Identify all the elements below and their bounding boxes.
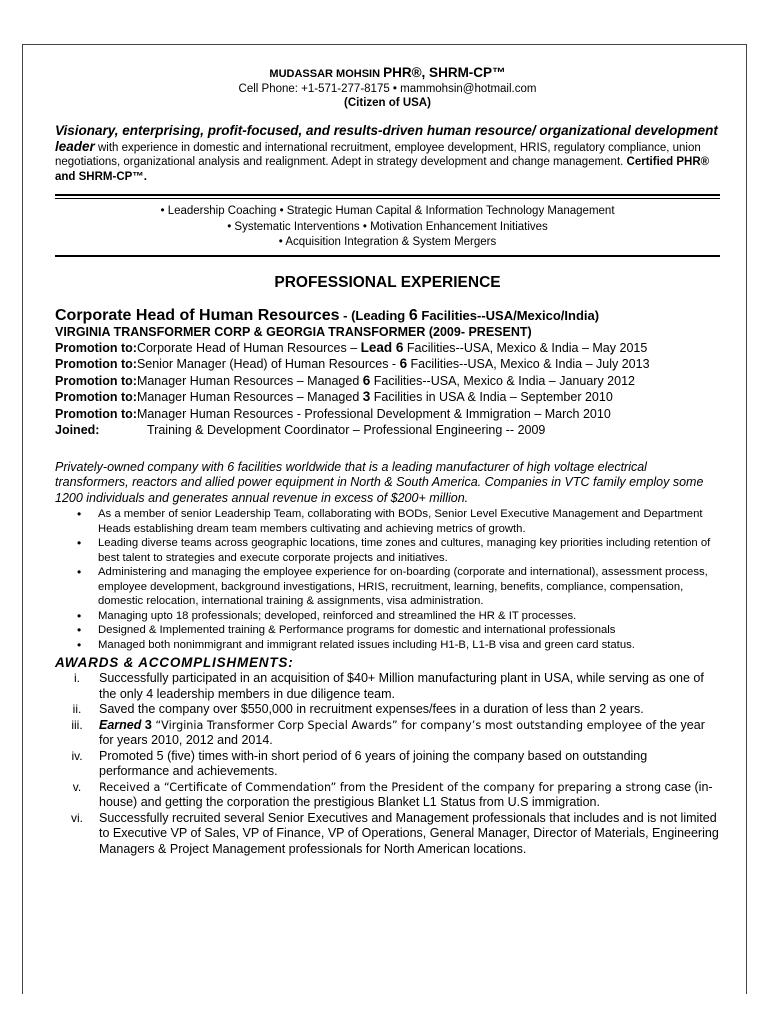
- award-text: Promoted 5 (five) times with-in short period of 6 years of joining the company based on outstanding performance and achievements.: [99, 748, 648, 778]
- skills-list: [55, 199, 720, 255]
- section-title: PROFESSIONAL EXPERIENCE: [274, 273, 501, 291]
- award-earned: Earned: [99, 717, 142, 732]
- divider-top: [55, 194, 720, 196]
- promotion-row: [55, 389, 720, 406]
- award-item: [55, 671, 720, 702]
- resume-content: [55, 65, 720, 857]
- award-text: Saved the company over $550,000 in recruitment expenses/fees in a duration of less than 2 years.: [99, 702, 644, 716]
- award-number: i.: [74, 671, 80, 685]
- promotion-text: [137, 406, 611, 423]
- citizenship: (Citizen of USA): [344, 97, 431, 109]
- skills-line: • Systematic Interventions • Motivation Enhancement Initiatives: [227, 220, 548, 233]
- joined-label: Joined:: [55, 423, 100, 437]
- professional-summary: [55, 124, 720, 184]
- promotion-text-b: Lead 6: [360, 339, 404, 355]
- job-title: [55, 306, 720, 325]
- award-number: ii.: [72, 702, 82, 716]
- summary-lead: Visionary, enterprising, profit-focused, and results-driven human resource/ organizational development leader: [55, 123, 718, 154]
- promotion-text-a: Manager Human Resources – Managed: [136, 390, 363, 404]
- skills-line: • Leadership Coaching • Strategic Human Capital & Information Technology Management: [160, 205, 615, 217]
- award-item: [55, 749, 720, 780]
- promotion-text-b: 6: [399, 356, 408, 371]
- award-text-tail: case (in-house) and getting the corporation the prestigious Blanket L1 Status from U.S immigration.: [99, 779, 713, 809]
- candidate-certs: PHR®, SHRM-CP™: [383, 65, 506, 80]
- award-text: [99, 780, 720, 811]
- promotion-row: [55, 373, 720, 390]
- promotion-text-b: 6: [362, 372, 371, 388]
- job-title-sub-a: - (Leading: [339, 307, 409, 323]
- award-number: v.: [72, 779, 82, 794]
- promotion-text: [137, 340, 647, 357]
- awards-title: AWARDS & ACCOMPLISHMENTS:: [55, 655, 294, 670]
- list-item: • As a member of senior Leadership Team, collaborating with BODs, Senior Level Executive Management and Department Heads establishing dream team members cultivating and achieving metrics of growth.: [77, 507, 720, 536]
- promotion-row: [55, 406, 720, 423]
- resume-page: [22, 44, 747, 994]
- award-text-tail: the year for years 2010, 2012 and 2014.: [99, 717, 705, 747]
- award-earned-num: 3: [141, 717, 152, 732]
- joined-row: [55, 422, 720, 439]
- award-number: iii.: [71, 717, 83, 732]
- promotion-text-a: Corporate Head of Human Resources –: [136, 340, 361, 355]
- summary-certified: Certified PHR® and SHRM-CP™.: [55, 156, 710, 183]
- promotion-text-c: Facilities in USA & India – September 2010: [370, 390, 613, 404]
- promotion-text-b: 3: [362, 389, 371, 404]
- promotion-label: Promotion to:: [55, 406, 137, 421]
- awards-list: [55, 671, 720, 857]
- promotion-row: [55, 340, 720, 357]
- divider-bottom: [55, 255, 720, 257]
- promotion-label: Promotion to:: [55, 357, 137, 371]
- award-text: Successfully recruited several Senior Executives and Management professionals that includes and is not limited to Executive VP of Sales, VP of Finance, VP of Operations, General Manager, Director of Materials, Engineering Managers & Project Management professionals for North American locations.: [99, 810, 719, 856]
- award-item: [55, 780, 720, 811]
- list-item: • Managing upto 18 professionals; developed, reinforced and streamlined the HR & IT processes.: [77, 609, 720, 624]
- promotion-label: Promotion to:: [55, 340, 137, 355]
- candidate-name: MUDASSAR MOHSIN: [269, 68, 381, 80]
- promotion-text-c: Facilities--USA, Mexico & India – May 2015: [403, 340, 648, 355]
- promotion-label: Promotion to:: [55, 373, 137, 388]
- promotion-row: [55, 356, 720, 373]
- responsibility-list: [55, 507, 720, 652]
- list-item: • Administering and managing the employee experience for on-boarding (corporate and international), assessment process, employee development, background investigations, HRIS, recruitment, learning, benefits, compliance, compensation, domestic relocation, international training & assignments, visa administration.: [77, 565, 720, 609]
- promotion-text: [137, 356, 650, 373]
- promotion-text: [137, 373, 635, 390]
- promotion-text-a: Manager Human Resources – Managed: [136, 373, 363, 388]
- company-description: Privately-owned company with 6 facilities worldwide that is a leading manufacturer of high voltage electrical transformers, reactors and allied power equipment in North & South America. Companies in VTC family employ some 1200 individuals and generates annual revenue in excess of $200+ million.: [55, 459, 704, 505]
- award-text-main: “Virginia Transformer Corp Special Awards” for company’s most outstanding employee of: [151, 718, 657, 732]
- job-title-num: 6: [408, 306, 418, 324]
- promotion-label: Promotion to:: [55, 390, 137, 404]
- promotion-text-c: Facilities--USA, Mexico & India – January 2012: [370, 373, 635, 388]
- award-text: Successfully participated in an acquisition of $40+ Million manufacturing plant in USA, while serving as one of the only 4 leadership members in due diligence team.: [99, 671, 704, 701]
- award-item: [55, 718, 720, 749]
- promotion-text-c: Facilities--USA, Mexico & India – July 2013: [407, 357, 650, 371]
- promotion-list: [55, 340, 720, 439]
- list-item: • Managed both nonimmigrant and immigrant related issues including H1-B, L1-B visa and green card status.: [77, 638, 720, 653]
- resume-header: [55, 65, 720, 110]
- award-number: vi.: [71, 810, 83, 825]
- promotion-text: [137, 389, 613, 406]
- summary-body: with experience in domestic and international recruitment, employee development, HRIS, regulatory compliance, union negotiations, organizational analysis and realignment. Adept in strategy development and change management.: [55, 141, 701, 168]
- promotion-text-a: Senior Manager (Head) of Human Resources -: [136, 357, 400, 371]
- skills-line: • Acquisition Integration & System Mergers: [278, 236, 497, 248]
- job-title-sub-b: Facilities--USA/Mexico/India): [417, 307, 600, 323]
- award-item: [55, 811, 720, 858]
- contact-info: Cell Phone: +1-571-277-8175 • mammohsin@hotmail.com: [238, 83, 537, 95]
- company-name: VIRGINIA TRANSFORMER CORP & GEORGIA TRANSFORMER (2009- PRESENT): [55, 324, 532, 339]
- award-text: [99, 718, 720, 749]
- award-item: [55, 702, 720, 718]
- joined-text: Training & Development Coordinator – Professional Engineering -- 2009: [147, 423, 546, 437]
- name-line: [55, 65, 720, 82]
- award-number: iv.: [71, 748, 83, 763]
- job-title-main: Corporate Head of Human Resources: [55, 306, 340, 324]
- award-text-main: Received a “Certificate of Commendation” from the President of the company for preparing a strong: [99, 780, 662, 794]
- list-item: • Designed & Implemented training & Performance programs for domestic and international professionals: [77, 623, 720, 638]
- list-item: • Leading diverse teams across geographic locations, time zones and cultures, managing key priorities including retention of best talent to strategies and execute corporate projects and initiatives.: [77, 536, 720, 565]
- promotion-text-a: Manager Human Resources - Professional Development & Immigration – March 2010: [136, 406, 611, 421]
